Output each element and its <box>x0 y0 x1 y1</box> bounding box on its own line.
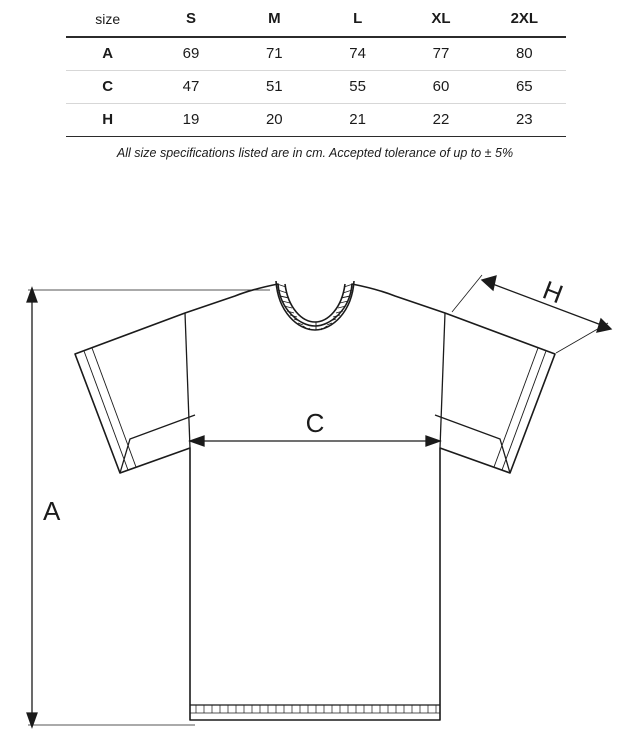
size-note: All size specifications listed are in cm. Accepted tolerance of up to ± 5% <box>116 146 514 160</box>
table-row <box>66 37 566 71</box>
table-header-size: size <box>66 0 149 37</box>
cell-c-s: 47 <box>149 71 232 104</box>
row-label-c: C <box>66 71 149 104</box>
table-row <box>66 71 566 104</box>
cell-c-2xl: 65 <box>483 71 566 104</box>
tshirt-outline <box>75 284 555 720</box>
cell-h-l: 21 <box>316 104 399 137</box>
cell-a-m: 71 <box>233 37 316 71</box>
table-header-2xl: 2XL <box>483 0 566 37</box>
cell-c-l: 55 <box>316 71 399 104</box>
table-header-row <box>66 0 566 37</box>
cell-c-m: 51 <box>233 71 316 104</box>
cell-c-xl: 60 <box>399 71 482 104</box>
cell-a-l: 74 <box>316 37 399 71</box>
label-c: C <box>305 408 325 438</box>
row-label-h: H <box>66 104 149 137</box>
cell-h-2xl: 23 <box>483 104 566 137</box>
cell-a-xl: 77 <box>399 37 482 71</box>
row-label-a: A <box>66 37 149 71</box>
table-header-l: L <box>316 0 399 37</box>
size-table-container <box>66 0 566 137</box>
size-table <box>66 0 566 137</box>
cell-h-m: 20 <box>233 104 316 137</box>
table-header-xl: XL <box>399 0 482 37</box>
cell-h-s: 19 <box>149 104 232 137</box>
tshirt-diagram <box>0 180 630 750</box>
label-a: A <box>43 496 61 526</box>
table-header-m: M <box>233 0 316 37</box>
table-row <box>66 104 566 137</box>
table-header-s: S <box>149 0 232 37</box>
label-h: H <box>538 274 568 310</box>
cell-h-xl: 22 <box>399 104 482 137</box>
cell-a-2xl: 80 <box>483 37 566 71</box>
cell-a-s: 69 <box>149 37 232 71</box>
